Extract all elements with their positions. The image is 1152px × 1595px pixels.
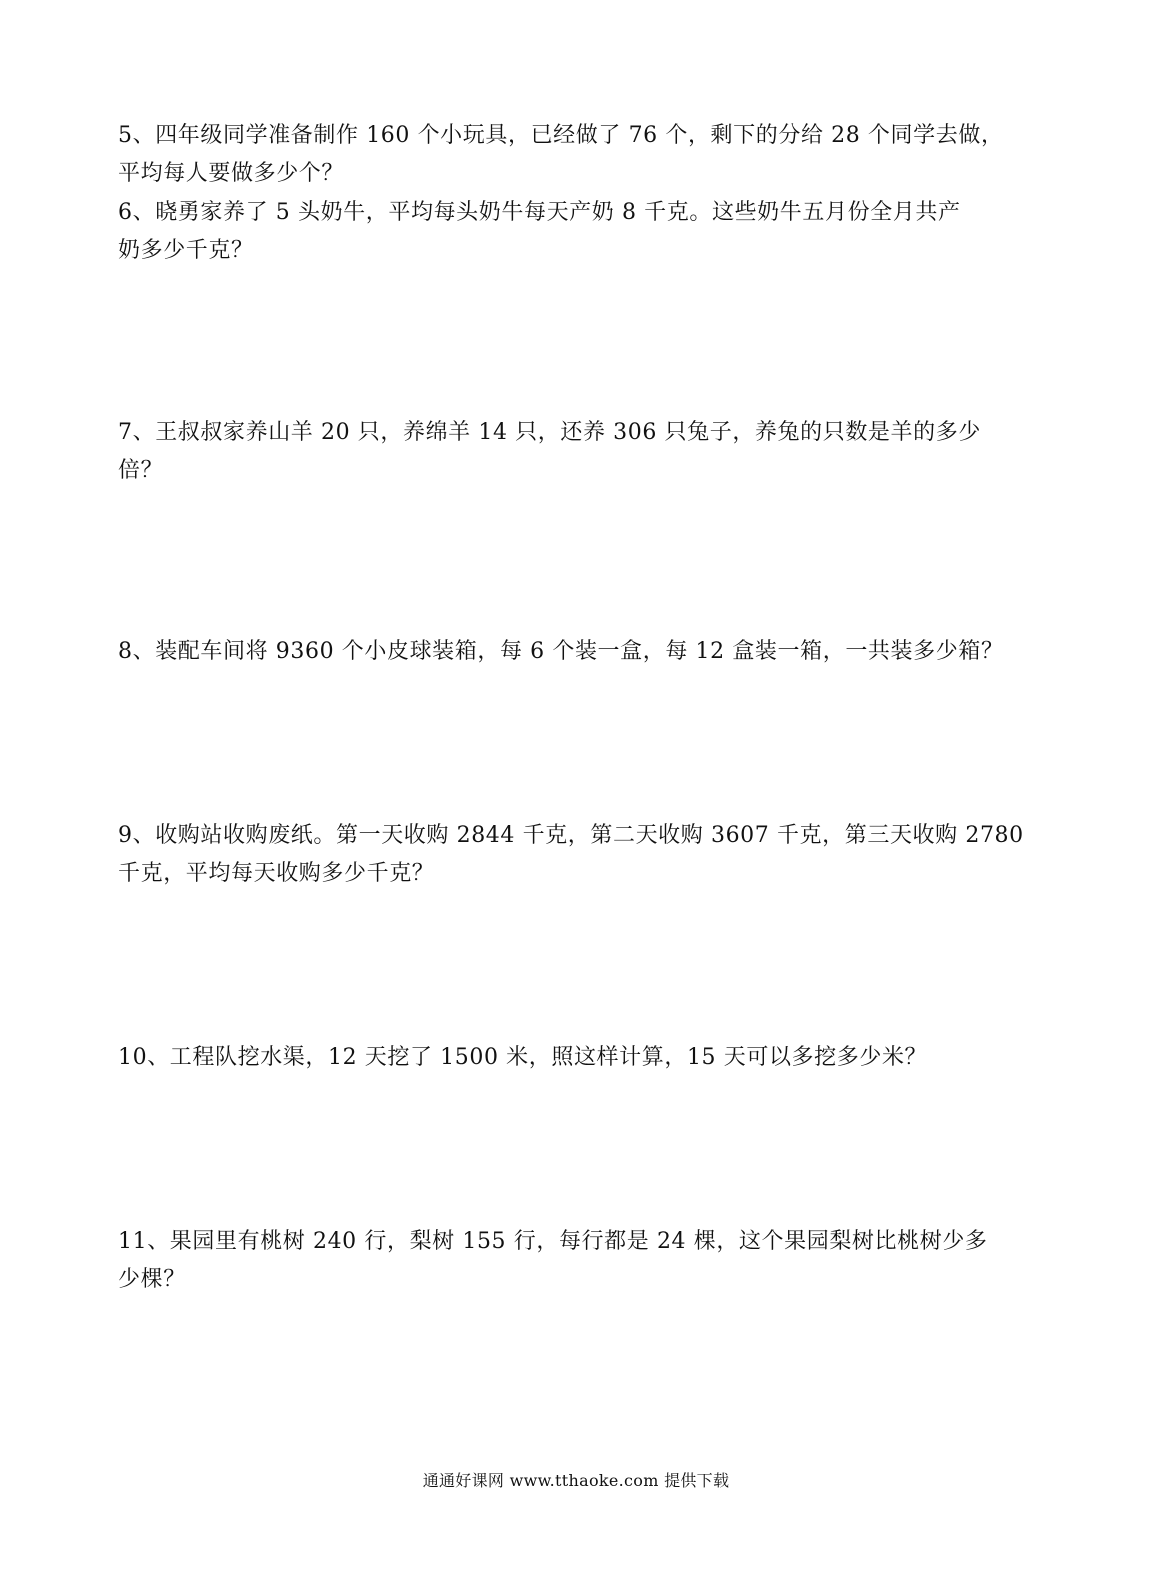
problem-10 [118, 1039, 1033, 1077]
problem-5 [118, 117, 1033, 193]
problem-8 [118, 633, 1033, 671]
problem-9-line-1: 9、收购站收购废纸。第一天收购 2844 千克，第二天收购 3607 千克，第三天收购 2780 [118, 823, 1024, 848]
problem-9 [118, 817, 1033, 893]
problem-5-line-2: 平均每人要做多少个？ [118, 161, 345, 186]
problem-10-line-1: 10、工程队挖水渠，12 天挖了 1500 米，照这样计算，15 天可以多挖多少米？ [118, 1045, 928, 1070]
problem-7-line-2: 倍？ [118, 458, 164, 483]
problem-9-line-2: 千克，平均每天收购多少千克？ [118, 861, 435, 886]
problem-6 [118, 194, 1033, 270]
problem-6-line-1: 6、晓勇家养了 5 头奶牛，平均每头奶牛每天产奶 8 千克。这些奶牛五月份全月共产 [118, 200, 961, 225]
problem-5-line-1: 5、四年级同学准备制作 160 个小玩具，已经做了 76 个，剩下的分给 28 个同学去做， [118, 123, 1004, 148]
problem-11-line-2: 少棵？ [118, 1267, 186, 1292]
problem-11 [118, 1223, 1033, 1299]
problem-6-line-2: 奶多少千克？ [118, 238, 254, 263]
problem-8-line-1: 8、装配车间将 9360 个小皮球装箱，每 6 个装一盒，每 12 盒装一箱，一共装多少箱？ [118, 639, 1004, 664]
problem-7-line-1: 7、王叔叔家养山羊 20 只，养绵羊 14 只，还养 306 只兔子，养兔的只数是羊的多少 [118, 420, 981, 445]
problem-11-line-1: 11、果园里有桃树 240 行，梨树 155 行，每行都是 24 棵，这个果园梨树比桃树少多 [118, 1229, 988, 1254]
footer-source-note: 通通好课网 www.tthaoke.com 提供下载 [422, 1471, 730, 1490]
problem-7 [118, 414, 1033, 490]
